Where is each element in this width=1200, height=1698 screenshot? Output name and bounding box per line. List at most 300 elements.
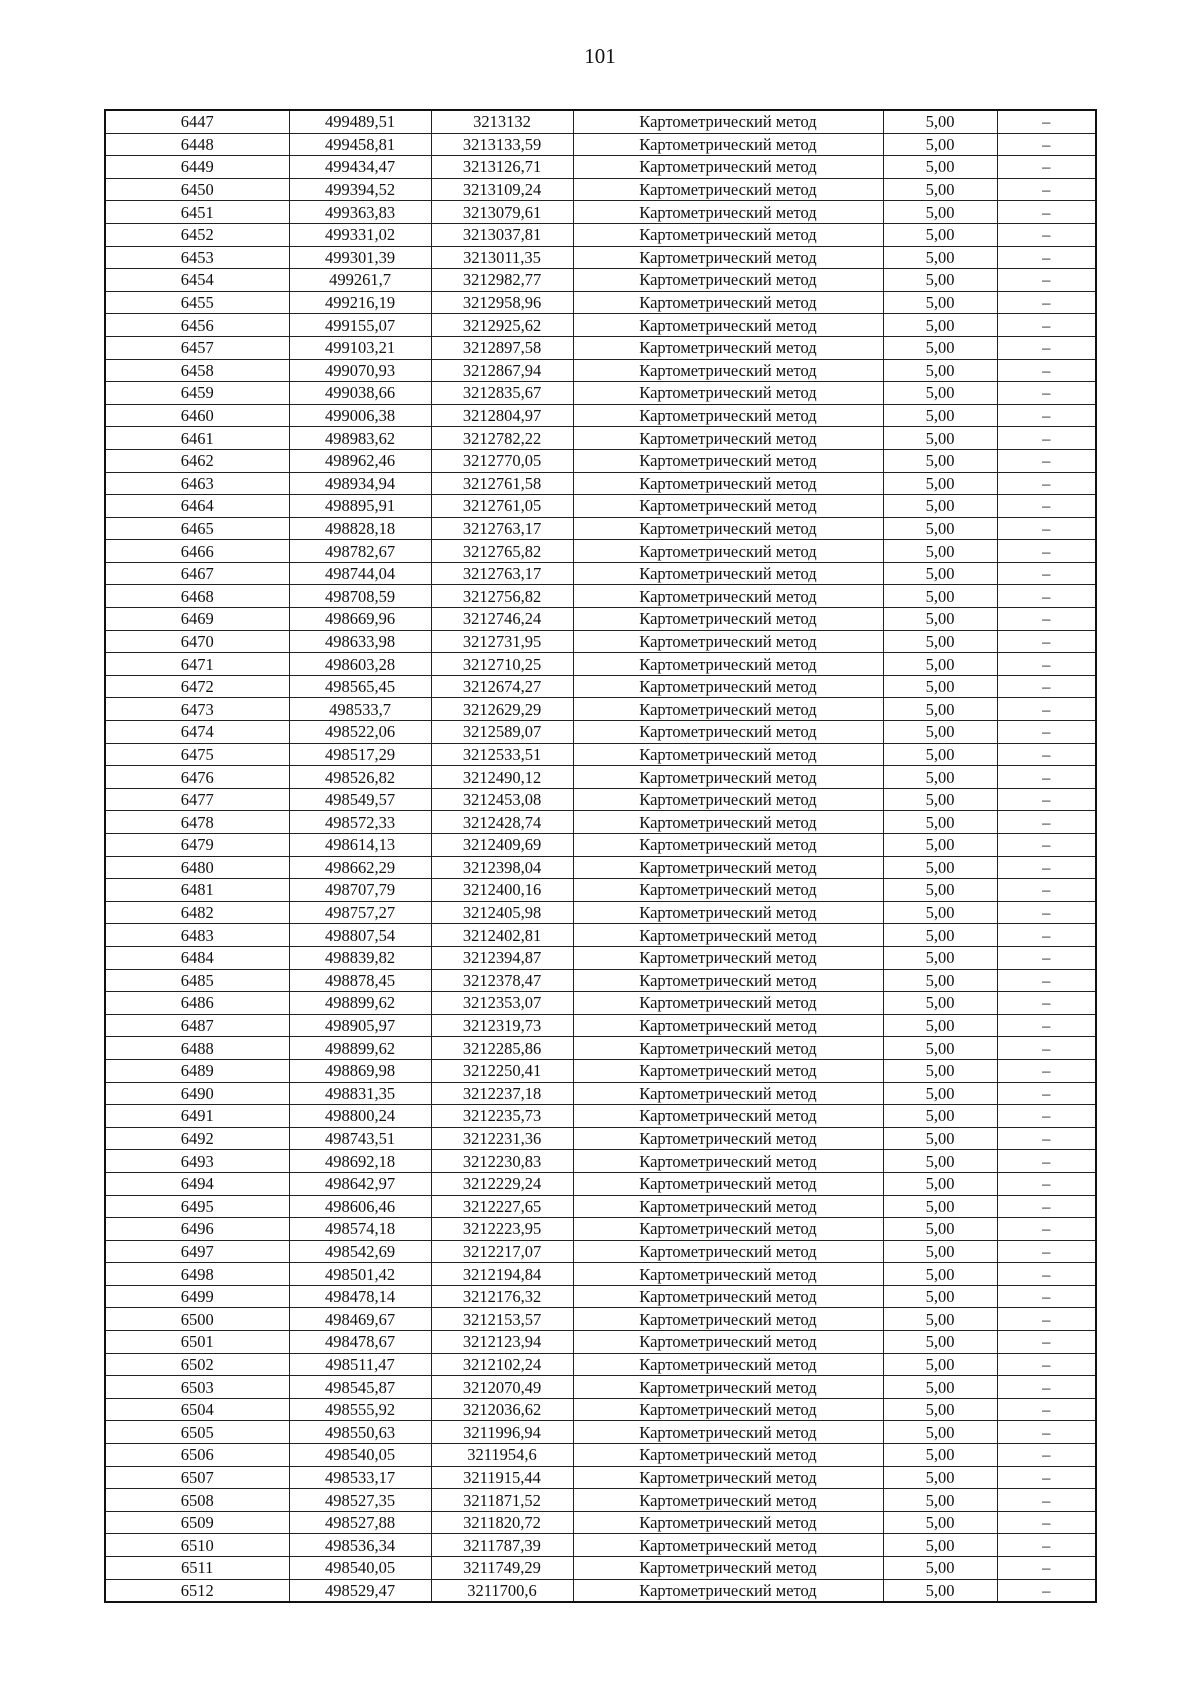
y-coordinate-cell: 3212629,29 [431,698,573,721]
accuracy-cell: 5,00 [883,992,997,1015]
description-cell: – [997,1466,1096,1489]
description-cell: – [997,811,1096,834]
accuracy-cell: 5,00 [883,1511,997,1534]
method-cell: Картометрический метод [573,924,883,947]
description-cell: – [997,1421,1096,1444]
description-cell: – [997,1014,1096,1037]
description-cell: – [997,133,1096,156]
table-row [105,540,1096,563]
y-coordinate-cell: 3212782,22 [431,427,573,450]
accuracy-cell: 5,00 [883,766,997,789]
x-coordinate-cell: 498517,29 [289,743,431,766]
point-number-cell: 6500 [105,1308,289,1331]
accuracy-cell: 5,00 [883,1150,997,1173]
method-cell: Картометрический метод [573,879,883,902]
point-number-cell: 6467 [105,562,289,585]
method-cell: Картометрический метод [573,1082,883,1105]
point-number-cell: 6456 [105,314,289,337]
x-coordinate-cell: 498662,29 [289,856,431,879]
x-coordinate-cell: 498565,45 [289,675,431,698]
y-coordinate-cell: 3212394,87 [431,946,573,969]
y-coordinate-cell: 3212589,07 [431,721,573,744]
table-row [105,1240,1096,1263]
description-cell: – [997,1037,1096,1060]
description-cell: – [997,427,1096,450]
table-row [105,1059,1096,1082]
description-cell: – [997,1218,1096,1241]
description-cell: – [997,269,1096,292]
x-coordinate-cell: 498895,91 [289,495,431,518]
x-coordinate-cell: 499038,66 [289,382,431,405]
method-cell: Картометрический метод [573,449,883,472]
y-coordinate-cell: 3212176,32 [431,1285,573,1308]
method-cell: Картометрический метод [573,110,883,133]
method-cell: Картометрический метод [573,856,883,879]
accuracy-cell: 5,00 [883,382,997,405]
y-coordinate-cell: 3212285,86 [431,1037,573,1060]
description-cell: – [997,382,1096,405]
accuracy-cell: 5,00 [883,517,997,540]
method-cell: Картометрический метод [573,946,883,969]
accuracy-cell: 5,00 [883,856,997,879]
x-coordinate-cell: 498983,62 [289,427,431,450]
x-coordinate-cell: 499434,47 [289,156,431,179]
x-coordinate-cell: 498782,67 [289,540,431,563]
accuracy-cell: 5,00 [883,427,997,450]
point-number-cell: 6505 [105,1421,289,1444]
accuracy-cell: 5,00 [883,562,997,585]
table-row [105,924,1096,947]
x-coordinate-cell: 498527,88 [289,1511,431,1534]
x-coordinate-cell: 499489,51 [289,110,431,133]
x-coordinate-cell: 498533,7 [289,698,431,721]
description-cell: – [997,992,1096,1015]
table-row [105,1195,1096,1218]
point-number-cell: 6495 [105,1195,289,1218]
accuracy-cell: 5,00 [883,314,997,337]
point-number-cell: 6447 [105,110,289,133]
x-coordinate-cell: 498540,05 [289,1557,431,1580]
y-coordinate-cell: 3212231,36 [431,1127,573,1150]
x-coordinate-cell: 499155,07 [289,314,431,337]
table-row [105,1218,1096,1241]
table-row [105,834,1096,857]
method-cell: Картометрический метод [573,698,883,721]
accuracy-cell: 5,00 [883,291,997,314]
y-coordinate-cell: 3212409,69 [431,834,573,857]
x-coordinate-cell: 498533,17 [289,1466,431,1489]
method-cell: Картометрический метод [573,133,883,156]
x-coordinate-cell: 498614,13 [289,834,431,857]
table-row [105,1150,1096,1173]
table-row [105,1466,1096,1489]
accuracy-cell: 5,00 [883,1489,997,1512]
x-coordinate-cell: 498962,46 [289,449,431,472]
point-number-cell: 6510 [105,1534,289,1557]
table-row [105,969,1096,992]
method-cell: Картометрический метод [573,1353,883,1376]
y-coordinate-cell: 3212402,81 [431,924,573,947]
accuracy-cell: 5,00 [883,946,997,969]
accuracy-cell: 5,00 [883,178,997,201]
point-number-cell: 6475 [105,743,289,766]
point-number-cell: 6482 [105,901,289,924]
point-number-cell: 6466 [105,540,289,563]
method-cell: Картометрический метод [573,201,883,224]
description-cell: – [997,1105,1096,1128]
description-cell: – [997,856,1096,879]
accuracy-cell: 5,00 [883,924,997,947]
y-coordinate-cell: 3212958,96 [431,291,573,314]
coordinates-table [104,109,1097,1603]
accuracy-cell: 5,00 [883,1105,997,1128]
x-coordinate-cell: 498831,35 [289,1082,431,1105]
accuracy-cell: 5,00 [883,743,997,766]
y-coordinate-cell: 3212250,41 [431,1059,573,1082]
point-number-cell: 6458 [105,359,289,382]
accuracy-cell: 5,00 [883,359,997,382]
point-number-cell: 6462 [105,449,289,472]
y-coordinate-cell: 3211915,44 [431,1466,573,1489]
x-coordinate-cell: 498542,69 [289,1240,431,1263]
method-cell: Картометрический метод [573,1263,883,1286]
point-number-cell: 6511 [105,1557,289,1580]
description-cell: – [997,766,1096,789]
accuracy-cell: 5,00 [883,1285,997,1308]
x-coordinate-cell: 498603,28 [289,653,431,676]
description-cell: – [997,1398,1096,1421]
accuracy-cell: 5,00 [883,1444,997,1467]
method-cell: Картометрический метод [573,156,883,179]
table-row [105,721,1096,744]
point-number-cell: 6486 [105,992,289,1015]
y-coordinate-cell: 3212102,24 [431,1353,573,1376]
method-cell: Картометрический метод [573,608,883,631]
method-cell: Картометрический метод [573,472,883,495]
point-number-cell: 6499 [105,1285,289,1308]
method-cell: Картометрический метод [573,1421,883,1444]
method-cell: Картометрический метод [573,1331,883,1354]
table-row [105,1398,1096,1421]
table-row [105,404,1096,427]
x-coordinate-cell: 498807,54 [289,924,431,947]
accuracy-cell: 5,00 [883,336,997,359]
table-row [105,1489,1096,1512]
accuracy-cell: 5,00 [883,495,997,518]
y-coordinate-cell: 3212897,58 [431,336,573,359]
table-row [105,562,1096,585]
point-number-cell: 6484 [105,946,289,969]
y-coordinate-cell: 3212770,05 [431,449,573,472]
accuracy-cell: 5,00 [883,1331,997,1354]
x-coordinate-cell: 498550,63 [289,1421,431,1444]
description-cell: – [997,1195,1096,1218]
point-number-cell: 6463 [105,472,289,495]
table-row [105,1376,1096,1399]
table-row [105,1421,1096,1444]
method-cell: Картометрический метод [573,269,883,292]
y-coordinate-cell: 3212229,24 [431,1172,573,1195]
description-cell: – [997,1511,1096,1534]
table-row [105,427,1096,450]
x-coordinate-cell: 498555,92 [289,1398,431,1421]
point-number-cell: 6470 [105,630,289,653]
description-cell: – [997,653,1096,676]
y-coordinate-cell: 3213109,24 [431,178,573,201]
method-cell: Картометрический метод [573,811,883,834]
accuracy-cell: 5,00 [883,788,997,811]
method-cell: Картометрический метод [573,675,883,698]
description-cell: – [997,879,1096,902]
y-coordinate-cell: 3212217,07 [431,1240,573,1263]
description-cell: – [997,969,1096,992]
x-coordinate-cell: 498545,87 [289,1376,431,1399]
x-coordinate-cell: 498669,96 [289,608,431,631]
method-cell: Картометрический метод [573,291,883,314]
method-cell: Картометрический метод [573,1511,883,1534]
point-number-cell: 6451 [105,201,289,224]
point-number-cell: 6479 [105,834,289,857]
accuracy-cell: 5,00 [883,1579,997,1602]
y-coordinate-cell: 3212763,17 [431,517,573,540]
x-coordinate-cell: 498469,67 [289,1308,431,1331]
accuracy-cell: 5,00 [883,1240,997,1263]
method-cell: Картометрический метод [573,743,883,766]
description-cell: – [997,336,1096,359]
method-cell: Картометрический метод [573,404,883,427]
x-coordinate-cell: 498708,59 [289,585,431,608]
table-row [105,1285,1096,1308]
y-coordinate-cell: 3212223,95 [431,1218,573,1241]
x-coordinate-cell: 499363,83 [289,201,431,224]
accuracy-cell: 5,00 [883,201,997,224]
description-cell: – [997,156,1096,179]
table-row [105,630,1096,653]
description-cell: – [997,721,1096,744]
accuracy-cell: 5,00 [883,1534,997,1557]
table-row [105,1014,1096,1037]
description-cell: – [997,585,1096,608]
y-coordinate-cell: 3211700,6 [431,1579,573,1602]
y-coordinate-cell: 3212235,73 [431,1105,573,1128]
accuracy-cell: 5,00 [883,1059,997,1082]
table-row [105,1557,1096,1580]
x-coordinate-cell: 499301,39 [289,246,431,269]
method-cell: Картометрический метод [573,359,883,382]
description-cell: – [997,1376,1096,1399]
accuracy-cell: 5,00 [883,879,997,902]
description-cell: – [997,110,1096,133]
x-coordinate-cell: 498529,47 [289,1579,431,1602]
method-cell: Картометрический метод [573,1444,883,1467]
description-cell: – [997,834,1096,857]
y-coordinate-cell: 3213011,35 [431,246,573,269]
method-cell: Картометрический метод [573,766,883,789]
description-cell: – [997,1172,1096,1195]
method-cell: Картометрический метод [573,336,883,359]
y-coordinate-cell: 3213037,81 [431,223,573,246]
method-cell: Картометрический метод [573,1127,883,1150]
x-coordinate-cell: 499261,7 [289,269,431,292]
description-cell: – [997,1557,1096,1580]
method-cell: Картометрический метод [573,653,883,676]
description-cell: – [997,1331,1096,1354]
accuracy-cell: 5,00 [883,1421,997,1444]
table-row [105,856,1096,879]
table-row [105,517,1096,540]
x-coordinate-cell: 498633,98 [289,630,431,653]
description-cell: – [997,517,1096,540]
point-number-cell: 6489 [105,1059,289,1082]
method-cell: Картометрический метод [573,721,883,744]
x-coordinate-cell: 498574,18 [289,1218,431,1241]
description-cell: – [997,449,1096,472]
y-coordinate-cell: 3212674,27 [431,675,573,698]
method-cell: Картометрический метод [573,517,883,540]
y-coordinate-cell: 3213079,61 [431,201,573,224]
x-coordinate-cell: 498757,27 [289,901,431,924]
table-row [105,879,1096,902]
x-coordinate-cell: 498522,06 [289,721,431,744]
table-row [105,788,1096,811]
description-cell: – [997,1240,1096,1263]
x-coordinate-cell: 498549,57 [289,788,431,811]
point-number-cell: 6473 [105,698,289,721]
method-cell: Картометрический метод [573,585,883,608]
accuracy-cell: 5,00 [883,698,997,721]
point-number-cell: 6476 [105,766,289,789]
point-number-cell: 6491 [105,1105,289,1128]
method-cell: Картометрический метод [573,495,883,518]
point-number-cell: 6485 [105,969,289,992]
description-cell: – [997,901,1096,924]
y-coordinate-cell: 3212490,12 [431,766,573,789]
accuracy-cell: 5,00 [883,246,997,269]
y-coordinate-cell: 3211787,39 [431,1534,573,1557]
table-row [105,472,1096,495]
y-coordinate-cell: 3212731,95 [431,630,573,653]
point-number-cell: 6469 [105,608,289,631]
y-coordinate-cell: 3212765,82 [431,540,573,563]
accuracy-cell: 5,00 [883,269,997,292]
description-cell: – [997,1534,1096,1557]
x-coordinate-cell: 499070,93 [289,359,431,382]
table-row [105,653,1096,676]
x-coordinate-cell: 498478,67 [289,1331,431,1354]
accuracy-cell: 5,00 [883,1218,997,1241]
method-cell: Картометрический метод [573,1172,883,1195]
table-row [105,766,1096,789]
table-row [105,1127,1096,1150]
y-coordinate-cell: 3212123,94 [431,1331,573,1354]
point-number-cell: 6504 [105,1398,289,1421]
point-number-cell: 6502 [105,1353,289,1376]
method-cell: Картометрический метод [573,992,883,1015]
point-number-cell: 6472 [105,675,289,698]
description-cell: – [997,1308,1096,1331]
x-coordinate-cell: 499216,19 [289,291,431,314]
description-cell: – [997,1059,1096,1082]
x-coordinate-cell: 498536,34 [289,1534,431,1557]
y-coordinate-cell: 3211954,6 [431,1444,573,1467]
description-cell: – [997,472,1096,495]
method-cell: Картометрический метод [573,1376,883,1399]
method-cell: Картометрический метод [573,178,883,201]
accuracy-cell: 5,00 [883,110,997,133]
description-cell: – [997,359,1096,382]
accuracy-cell: 5,00 [883,1127,997,1150]
accuracy-cell: 5,00 [883,630,997,653]
point-number-cell: 6457 [105,336,289,359]
x-coordinate-cell: 498572,33 [289,811,431,834]
y-coordinate-cell: 3212428,74 [431,811,573,834]
table-row [105,675,1096,698]
method-cell: Картометрический метод [573,1534,883,1557]
description-cell: – [997,1444,1096,1467]
accuracy-cell: 5,00 [883,834,997,857]
table-row [105,133,1096,156]
point-number-cell: 6488 [105,1037,289,1060]
y-coordinate-cell: 3212400,16 [431,879,573,902]
point-number-cell: 6506 [105,1444,289,1467]
description-cell: – [997,743,1096,766]
y-coordinate-cell: 3212036,62 [431,1398,573,1421]
point-number-cell: 6471 [105,653,289,676]
y-coordinate-cell: 3212756,82 [431,585,573,608]
x-coordinate-cell: 498707,79 [289,879,431,902]
table-row [105,1105,1096,1128]
point-number-cell: 6503 [105,1376,289,1399]
accuracy-cell: 5,00 [883,1557,997,1580]
y-coordinate-cell: 3212398,04 [431,856,573,879]
x-coordinate-cell: 498839,82 [289,946,431,969]
point-number-cell: 6464 [105,495,289,518]
y-coordinate-cell: 3212533,51 [431,743,573,766]
point-number-cell: 6461 [105,427,289,450]
method-cell: Картометрический метод [573,382,883,405]
table-row [105,178,1096,201]
table-row [105,314,1096,337]
point-number-cell: 6496 [105,1218,289,1241]
table-row [105,110,1096,133]
table-row [105,1353,1096,1376]
table-row [105,585,1096,608]
method-cell: Картометрический метод [573,246,883,269]
table-row [105,901,1096,924]
accuracy-cell: 5,00 [883,585,997,608]
page-number: 101 [584,44,616,68]
point-number-cell: 6508 [105,1489,289,1512]
y-coordinate-cell: 3212227,65 [431,1195,573,1218]
y-coordinate-cell: 3212867,94 [431,359,573,382]
table-row [105,1263,1096,1286]
point-number-cell: 6450 [105,178,289,201]
method-cell: Картометрический метод [573,1466,883,1489]
table-row [105,382,1096,405]
accuracy-cell: 5,00 [883,472,997,495]
y-coordinate-cell: 3212237,18 [431,1082,573,1105]
point-number-cell: 6494 [105,1172,289,1195]
x-coordinate-cell: 498540,05 [289,1444,431,1467]
y-coordinate-cell: 3212378,47 [431,969,573,992]
x-coordinate-cell: 498527,35 [289,1489,431,1512]
table-row [105,743,1096,766]
table-row [105,201,1096,224]
y-coordinate-cell: 3212353,07 [431,992,573,1015]
table-row [105,1037,1096,1060]
point-number-cell: 6465 [105,517,289,540]
x-coordinate-cell: 498878,45 [289,969,431,992]
